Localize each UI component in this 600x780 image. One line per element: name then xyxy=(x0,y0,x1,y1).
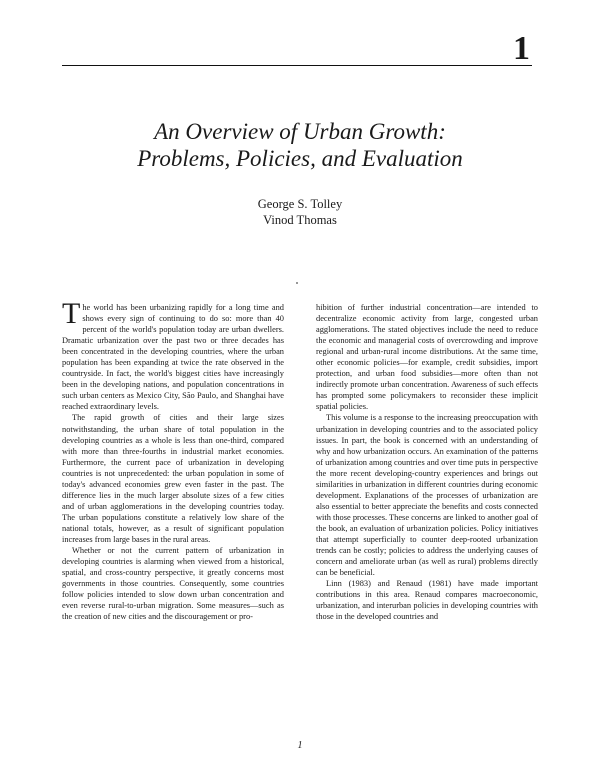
paragraph: hibition of further industrial concentration—are intended to decentralize economic activity from large, congested urban agglomerations. The stated objectives include the need to reduce the economic and managerial costs of overcrowding and improve regional and urban-rural income distributions. At the same time, other economic policies—for example, credit subsidies, import protection, and urban food subsidies—more often than not indirectly promote urban concentration. Awareness of such effects has prompted some policymakers to reconsider these implicit spatial policies. xyxy=(316,303,538,412)
paragraph: The rapid growth of cities and their large sizes notwithstanding, the urban share of total population in the developing countries as a whole is less than one-third, compared with more than three-fourths in industrial market economies. Furthermore, the current pace of urbanization in developing countries is not unprecedented: the urban population in some of today's advanced economies grew even faster in the past. The difference lies in the much larger absolute sizes of a few cities and of urban agglomerations in the developing countries today. The urban populations constitute a relatively low share of the national totals, however, as a result of significant population increases from large bases in the rural areas. xyxy=(62,413,284,544)
author-name: George S. Tolley xyxy=(257,197,343,211)
paragraph xyxy=(62,297,284,412)
drop-cap: T xyxy=(62,297,81,330)
title-line-1: An Overview of Urban Growth: xyxy=(154,119,446,144)
text-column-right xyxy=(316,302,538,622)
page-number: 1 xyxy=(297,740,303,751)
title-line-2: Problems, Policies, and Evaluation xyxy=(137,146,463,171)
paragraph: This volume is a response to the increasing preoccupation with urbanization in developing countries and to the associated policy issues. In part, the book is concerned with an understanding of why and how urbanization occurs. An examination of the patterns of urbanization among countries and over time puts in perspective the more recent developing-country experiences and brings out similarities in urbanization in different countries during economic development. Explanations of the processes of urbanization are also essential to better appreciate the benefits and costs connected with those processes. These concerns are linked to another goal of the book, an evaluation of urbanization policies. Policy initiatives that attempt superficially to counter deep-rooted urbanization trends can be costly; policies to address the underlying causes of concern and ameliorate urban (as well as rural) problems directly can be beneficial. xyxy=(316,413,538,578)
chapter-title xyxy=(0,118,600,172)
author-name: Vinod Thomas xyxy=(263,213,337,227)
text-column-left xyxy=(62,297,284,622)
header-rule xyxy=(62,65,532,66)
author-block xyxy=(0,196,600,228)
paragraph: Linn (1983) and Renaud (1981) have made important contributions in this area. Renaud compares macroeconomic, urbanization, and interurban policies in developing countries with those in the developed countries and xyxy=(316,579,538,622)
paragraph-text: he world has been urbanizing rapidly for a long time and shows every sign of continuing to do so: more than 40 percent of the world's population today are urban dwellers. Dramatic urbanization over the past two or three decades has been concentrated in the developing countries, where the urban population has been expanding at twice the rate observed in the countryside. In fact, the world's biggest cities have increasingly been in the developing nations, and population concentrations in such urban centers as Mexico City, São Paulo, and Shanghai have reached extraordinary levels. xyxy=(62,303,284,412)
chapter-number: 1 xyxy=(513,30,530,67)
paragraph: Whether or not the current pattern of urbanization in developing countries is alarming when viewed from a historical, spatial, and cross-country perspective, it greatly concerns most governments in those countries. Consequently, some countries follow policies intended to slow down urban concentration and even reverse rural-to-urban migration. Some measures—such as the creation of new cities and the discouragement or pro- xyxy=(62,546,284,622)
ornament-dot xyxy=(296,282,298,284)
